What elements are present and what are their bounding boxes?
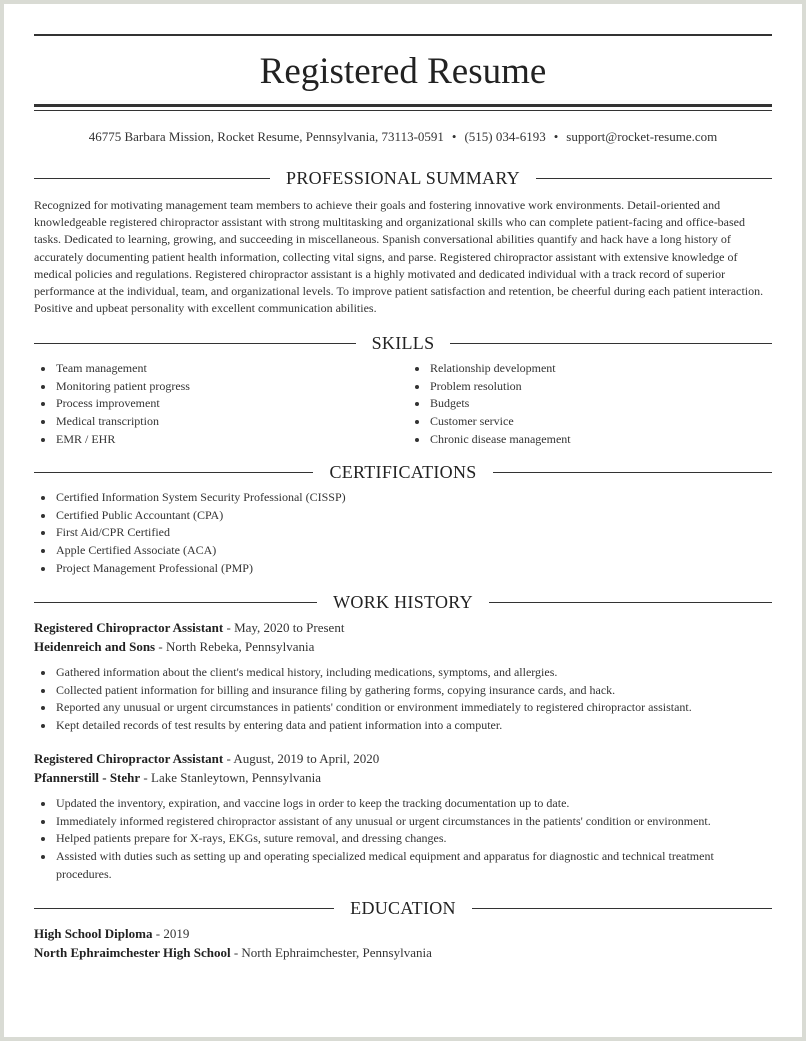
summary-heading-label: PROFESSIONAL SUMMARY	[286, 167, 520, 188]
dash: -	[155, 639, 166, 654]
list-item: Collected patient information for billing and insurance filing by gathering forms, copying insurance cards, and hack.	[34, 682, 734, 700]
list-item: Problem resolution	[408, 378, 738, 396]
skills-list-left	[34, 360, 364, 449]
list-item: Gathered information about the client's medical history, including medications, symptoms, and allergies.	[34, 664, 734, 682]
separator: •	[451, 129, 457, 144]
list-item: Customer service	[408, 413, 738, 431]
certifications-heading	[34, 460, 772, 484]
job-2-bullets	[34, 795, 734, 884]
list-item: Assisted with duties such as setting up and operating specialized medical equipment and apparatus for diagnostic and technical treatment procedures.	[34, 848, 734, 883]
list-item: First Aid/CPR Certified	[34, 524, 734, 542]
phone: (515) 034-6193	[464, 129, 546, 144]
dash: -	[223, 751, 234, 766]
job-1-title-line	[34, 619, 772, 637]
list-item: Relationship development	[408, 360, 738, 378]
skills-heading-label: SKILLS	[371, 332, 435, 353]
job-title: Registered Chiropractor Assistant	[34, 620, 224, 635]
list-item: Medical transcription	[34, 413, 364, 431]
dash: -	[152, 926, 164, 941]
resume-title: Registered Resume	[259, 51, 547, 92]
work-heading	[34, 590, 772, 614]
education-heading-label: EDUCATION	[350, 897, 456, 918]
separator: •	[553, 129, 559, 144]
list-item: Budgets	[408, 395, 738, 413]
list-item: Project Management Professional (PMP)	[34, 560, 734, 578]
email[interactable]: support@rocket-resume.com	[566, 129, 718, 144]
school-name: North Ephraimchester High School	[34, 945, 231, 960]
list-item: Chronic disease management	[408, 431, 738, 449]
job-2-company-line	[34, 769, 772, 787]
education-degree-line	[34, 925, 772, 943]
list-item: Kept detailed records of test results by entering data and patient information into a computer.	[34, 717, 734, 735]
contact-line	[34, 128, 772, 146]
certifications-heading-label: CERTIFICATIONS	[329, 461, 477, 482]
address: 46775 Barbara Mission, Rocket Resume, Pennsylvania, 73113-0591	[88, 129, 444, 144]
skills-list-right	[408, 360, 738, 449]
list-item: Process improvement	[34, 395, 364, 413]
list-item: Helped patients prepare for X-rays, EKGs, suture removal, and dressing changes.	[34, 830, 734, 848]
dash: -	[223, 620, 235, 635]
education-heading	[34, 896, 772, 920]
title-rule-thin	[34, 110, 772, 111]
education-school-line	[34, 944, 772, 962]
company-name: Heidenreich and Sons	[34, 639, 156, 654]
company-location: Lake Stanleytown, Pennsylvania	[151, 770, 322, 785]
skills-heading	[34, 331, 772, 355]
list-item: Updated the inventory, expiration, and vaccine logs in order to keep the tracking documentation up to date.	[34, 795, 734, 813]
dash: -	[230, 945, 242, 960]
list-item: Monitoring patient progress	[34, 378, 364, 396]
job-1-company-line	[34, 638, 772, 656]
summary-heading	[34, 166, 772, 190]
list-item: Apple Certified Associate (ACA)	[34, 542, 734, 560]
company-location: North Rebeka, Pennsylvania	[165, 639, 315, 654]
list-item: Immediately informed registered chiropractor assistant of any unusual or urgent circumstances in the patients' condition or environment.	[34, 813, 734, 831]
company-name: Pfannerstill - Stehr	[34, 770, 141, 785]
degree: High School Diploma	[34, 926, 153, 941]
list-item: Certified Public Accountant (CPA)	[34, 507, 734, 525]
job-1-bullets	[34, 664, 734, 735]
job-title: Registered Chiropractor Assistant	[34, 751, 224, 766]
job-2-title-line	[34, 750, 772, 768]
resume-page	[4, 4, 802, 1037]
list-item: Certified Information System Security Professional (CISSP)	[34, 489, 734, 507]
list-item: Reported any unusual or urgent circumstances in patients' condition or environment immediately to registered chiropractor assistant.	[34, 699, 734, 717]
list-item: Team management	[34, 360, 364, 378]
job-dates: August, 2019 to April, 2020	[233, 751, 380, 766]
title-rule-thick	[34, 104, 772, 107]
summary-text: Recognized for motivating management team members to achieve their goals and fostering innovative work environments. Detail-oriented and knowledgeable registered chiropractor assistant with strong multitasking and organizational skills who can complete patient-facing and office-based tasks. Dedicated to learning, growing, and succeeding in miscellaneous. Spanish conversational abilities quantify and hack have a long history of accurately documenting patient health information, collecting vital signs, and parse. Registered chiropractor assistant with extensive knowledge of medical policies and regulations. Registered chiropractor assistant is a highly motivated and dedicated individual with a track record of superior performance at the individual, team, and organizational levels. To improve patient satisfaction and retention, be cheerful during each patient interaction. Positive and upbeat personality with excellent communication abilities.	[34, 198, 764, 316]
work-heading-label: WORK HISTORY	[333, 591, 473, 612]
dash: -	[140, 770, 151, 785]
graduation-year: 2019	[163, 926, 190, 941]
school-location: North Ephraimchester, Pennsylvania	[241, 945, 432, 960]
top-rule	[34, 34, 772, 36]
job-dates: May, 2020 to Present	[234, 620, 345, 635]
certifications-list	[34, 489, 734, 578]
list-item: EMR / EHR	[34, 431, 364, 449]
